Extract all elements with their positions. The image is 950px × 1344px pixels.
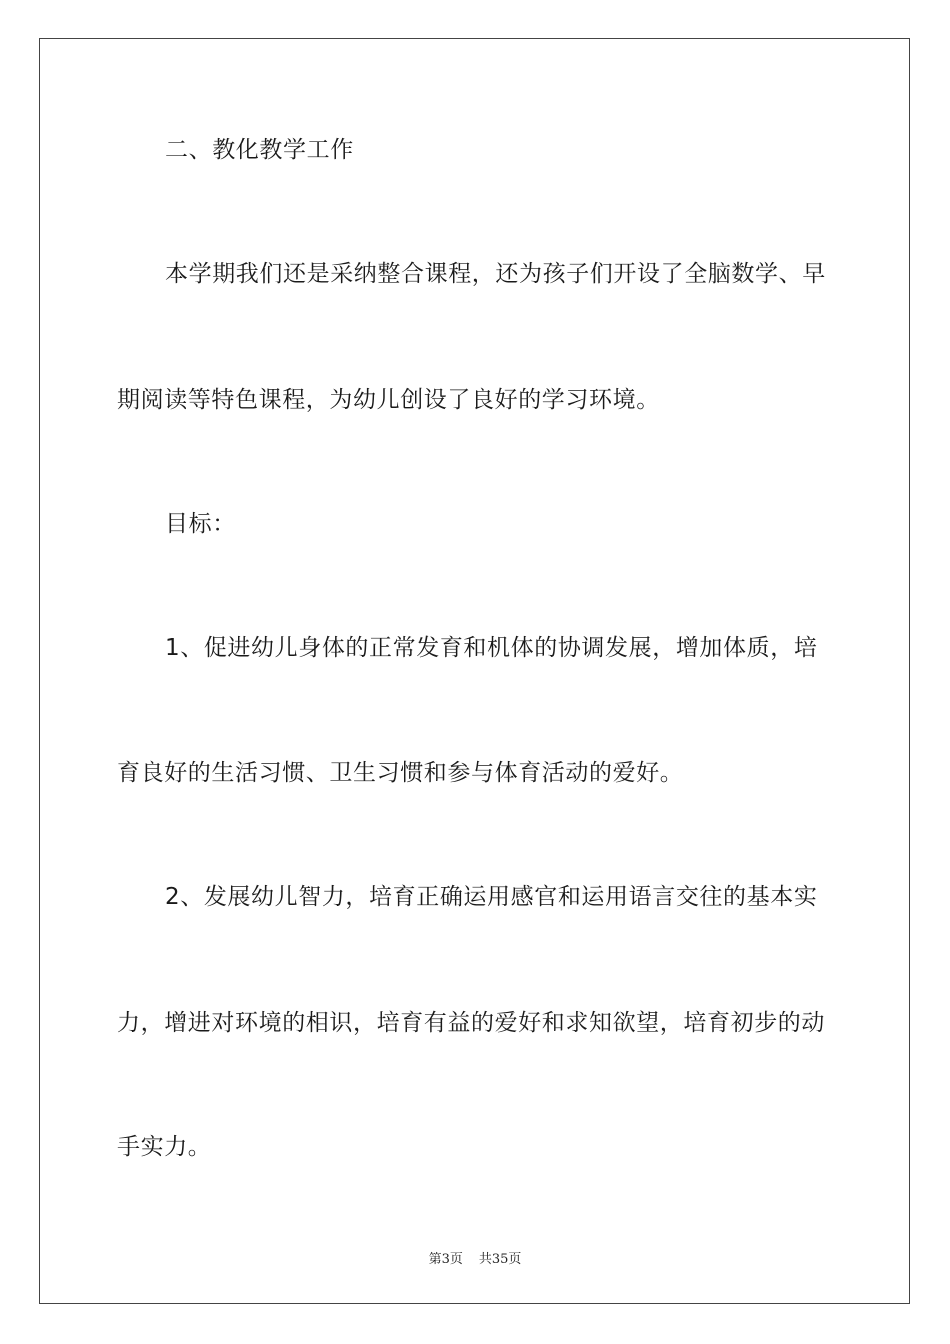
paragraph-line: 手实力。 — [117, 1134, 212, 1160]
paragraph-line: 1、促进幼儿身体的正常发育和机体的协调发展，增加体质，培 — [165, 635, 818, 661]
section-heading: 二、教化教学工作 — [165, 137, 354, 163]
paragraph-line: 期阅读等特色课程，为幼儿创设了良好的学习环境。 — [117, 387, 660, 413]
paragraph-line: 育良好的生活习惯、卫生习惯和参与体育活动的爱好。 — [117, 760, 684, 786]
paragraph-line: 本学期我们还是采纳整合课程，还为孩子们开设了全脑数学、早 — [165, 261, 826, 287]
paragraph-line: 2、发展幼儿智力，培育正确运用感官和运用语言交往的基本实 — [165, 884, 818, 910]
page-frame — [39, 38, 910, 1304]
page-footer — [0, 1248, 950, 1267]
page-number: 第3页 — [428, 1252, 463, 1267]
page-total: 共35页 — [478, 1252, 522, 1267]
goals-label: 目标： — [165, 511, 236, 537]
paragraph-line: 力，增进对环境的相识，培育有益的爱好和求知欲望，培育初步的动 — [117, 1010, 825, 1036]
